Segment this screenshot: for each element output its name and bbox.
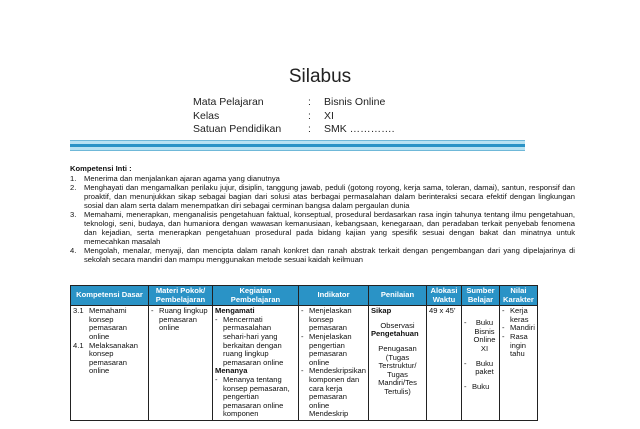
page-title: Silabus [288, 66, 352, 87]
materi-item [151, 307, 210, 333]
kegiatan-mengamati-label: Mengamati [215, 306, 255, 316]
meta-label: Satuan Pendidikan [193, 123, 282, 135]
meta-value: SMK …………. [324, 123, 395, 135]
syllabus-table [70, 285, 538, 421]
sumber-item [464, 360, 497, 377]
nilai-item [502, 307, 535, 324]
sumber-text: Buku paket [475, 358, 494, 377]
cell-penilaian [368, 306, 426, 421]
sumber-text: Buku [471, 381, 490, 391]
penilaian-sikap-text: Observasi [380, 320, 415, 330]
bullet: - [463, 318, 467, 328]
indikator-text: Menjelaskan konsep pemasaran [309, 306, 352, 333]
meta-colon: : [308, 123, 311, 135]
ki-number: 1. [70, 174, 77, 183]
cell-indikator [299, 306, 369, 421]
bullet: - [501, 323, 505, 333]
ki-number: 2. [70, 183, 77, 192]
kd-number: 3.1 [73, 306, 84, 316]
cell-kegiatan [213, 306, 299, 421]
column-header: Alokasi Waktu [426, 286, 461, 306]
meta-value: XI [324, 109, 334, 122]
penilaian-pengetahuan-text: Penugasan (Tugas Terstruktur/ Tugas Mandiri/Tes Tertulis) [378, 343, 417, 396]
bullet: - [301, 331, 304, 341]
ki-text: Menghayati dan mengamalkan perilaku jujur, disiplin, tanggung jawab, peduli (gotong royong, kerja sama, toleran, damai), santun, responsif dan proaktif, dan menunjukkan sikap sebagai bagian dari solusi atas berbagai permasalahan dalam berinteraksi secara efektif dengan lingkungan sosial dan alam serta dalam menempatkan diri sebagai cerminan bangsa dalam pergaulan dunia [84, 183, 575, 210]
divider-stripe [70, 144, 525, 147]
meta-colon: : [308, 109, 311, 122]
ki-number: 3. [70, 210, 77, 219]
indikator-item [301, 367, 366, 410]
decorative-divider-band [70, 140, 525, 151]
indikator-item [301, 410, 366, 419]
bullet: - [463, 358, 467, 368]
nilai-text: Rasa ingin tahu [509, 331, 528, 359]
column-header: Indikator [299, 286, 369, 306]
kompetensi-inti-heading: Kompetensi Inti : [70, 164, 132, 173]
sumber-text: Buku Bisnis Online XI [473, 318, 496, 353]
cell-nilai-karakter [499, 306, 537, 421]
column-header: Penilaian [368, 286, 426, 306]
kegiatan-item [215, 316, 296, 368]
penilaian-pengetahuan-label: Pengetahuan [370, 329, 419, 339]
kegiatan-item [215, 376, 296, 419]
meta-row-class [193, 110, 395, 124]
meta-value: Bisnis Online [324, 96, 386, 108]
column-header: Kompetensi Dasar [71, 286, 149, 306]
bullet: - [215, 314, 218, 324]
indikator-item [301, 307, 366, 333]
bullet: - [151, 306, 154, 316]
ki-text: Menerima dan menjalankan ajaran agama yang dianutnya [84, 174, 280, 183]
ki-item [70, 183, 575, 210]
kegiatan-menanya-text: Menanya tentang konsep pemasaran, pengertian pemasaran online komponen [223, 374, 290, 419]
sumber-item [464, 383, 497, 392]
meta-colon: : [308, 96, 311, 108]
kd-text: Memahami konsep pemasaran online [89, 306, 127, 341]
bullet: - [463, 381, 467, 391]
kegiatan-menanya-label: Menanya [215, 366, 248, 376]
syllabus-meta [193, 96, 395, 137]
indikator-text: Menjelaskan pengertian pemasaran online [309, 331, 352, 367]
column-header: Materi Pokok/ Pembelajaran [149, 286, 213, 306]
ki-text: Memahami, menerapkan, menganalisis pengetahuan faktual, konseptual, prosedural berdasarkan rasa ingin tahunya tentang ilmu pengetahuan, teknologi, seni, budaya, dan humaniora dengan wawasan kemanusiaan, kebangsaan, kenegaraan, dan peradaban terkait penyebab fenomena dan kejadian, serta menerapkan pengetahuan prosedural pada bidang kajian yang spesifik sesuai dengan bakat dan minatnya untuk memecahkan masalah [84, 210, 575, 246]
table-row [71, 306, 538, 421]
ki-item [70, 210, 575, 246]
kd-text: Melaksanakan konsep pemasaran online [89, 340, 138, 376]
cell-alokasi-waktu: 49 x 45’ [426, 306, 461, 421]
kegiatan-mengamati-text: Mencermati permasalahan sehari-hari yang berkaitan dengan ruang lingkup pemasaran online [223, 314, 284, 367]
ki-item [70, 174, 575, 183]
cell-kompetensi-dasar [71, 306, 149, 421]
nilai-text: Mandiri [509, 323, 535, 333]
nilai-text: Kerja keras [509, 306, 529, 324]
bullet [301, 410, 309, 419]
column-header: Kegiatan Pembelajaran [213, 286, 299, 306]
kd-item [73, 342, 146, 376]
column-header: Sumber Belajar [461, 286, 499, 306]
ki-item [70, 246, 575, 264]
indikator-text: Mendeskripsikan komponen dan cara kerja pemasaran online [309, 366, 366, 410]
cell-materi-pokok [149, 306, 213, 421]
meta-row-subject [193, 96, 395, 110]
sumber-item [464, 319, 497, 353]
table-header-row [71, 286, 538, 306]
meta-label: Kelas [193, 109, 220, 122]
bullet: - [301, 306, 304, 316]
meta-row-school [193, 123, 395, 137]
bullet: - [215, 374, 218, 384]
kd-item [73, 307, 146, 341]
kompetensi-inti-section [70, 164, 575, 264]
indikator-text: Mendeskrip [309, 409, 349, 419]
meta-label: Mata Pelajaran [193, 96, 264, 108]
bullet: - [501, 331, 505, 341]
nilai-item [502, 333, 535, 359]
ki-number: 4. [70, 246, 77, 255]
bullet: - [301, 366, 304, 376]
indikator-item [301, 333, 366, 367]
column-header: Nilai Karakter [499, 286, 537, 306]
penilaian-sikap-label: Sikap [370, 306, 392, 316]
bullet: - [501, 306, 505, 316]
materi-text: Ruang lingkup pemasaran online [159, 306, 208, 333]
cell-sumber-belajar [461, 306, 499, 421]
ki-text: Mengolah, menalar, menyaji, dan mencipta dalam ranah konkret dan ranah abstrak terkait dengan pengembangan dari yang dipelajarinya di sekolah secara mandiri dan mampu menggunakan metode sesuai kaidah keilmuan [84, 246, 575, 264]
kd-number: 4.1 [73, 340, 84, 350]
